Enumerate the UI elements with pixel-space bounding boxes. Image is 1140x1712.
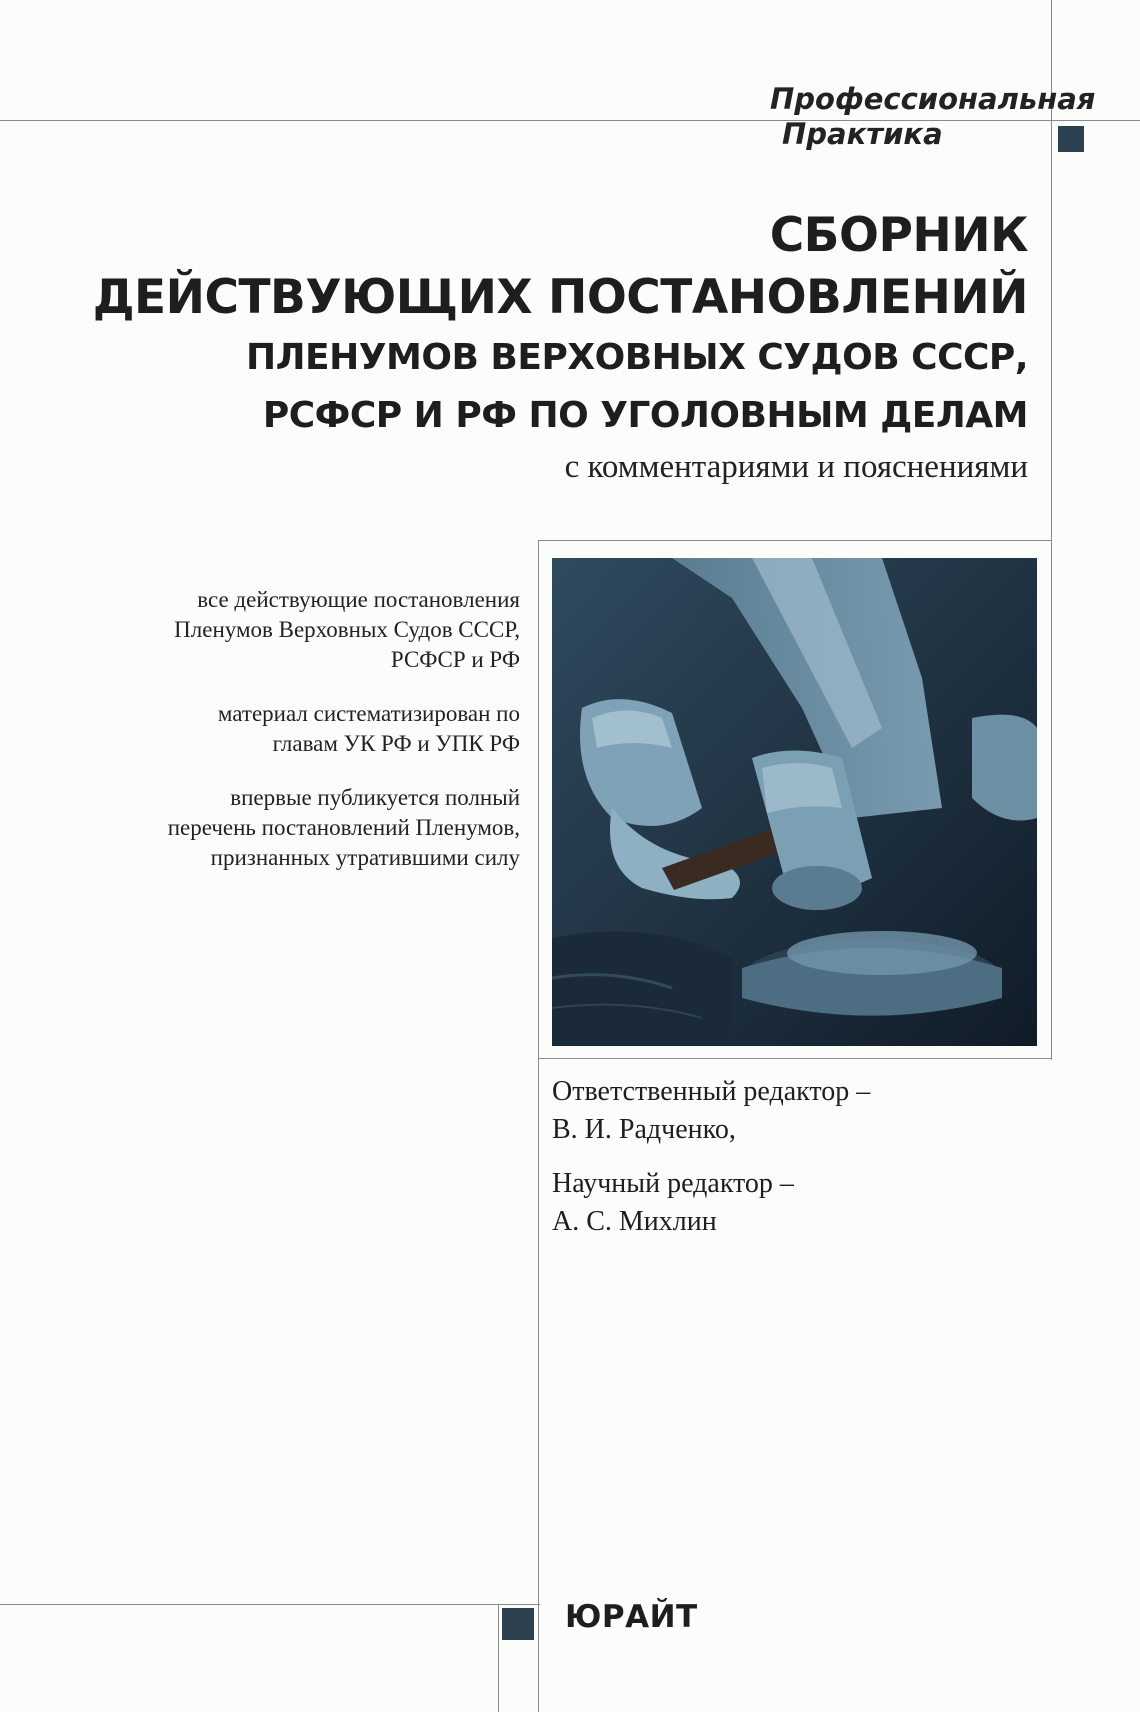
- series-logo: [770, 82, 1095, 152]
- feature-item: [20, 783, 520, 873]
- editors-block: [552, 1073, 870, 1257]
- feature-list: [20, 585, 520, 897]
- series-line-2: Практика: [782, 117, 943, 151]
- publisher-name: ЮРАЙТ: [565, 1599, 698, 1635]
- photo-rule: [538, 1058, 1051, 1059]
- scientific-editor: [552, 1165, 870, 1241]
- responsible-editor-role: Ответственный редактор –: [552, 1076, 871, 1107]
- title-rule: [538, 540, 1051, 541]
- book-title: [28, 205, 1028, 489]
- title-line-3: ПЛЕНУМОВ ВЕРХОВНЫХ СУДОВ СССР,: [246, 337, 1028, 378]
- gavel-illustration: [552, 558, 1037, 1046]
- scientific-editor-name: А. С. Михлин: [552, 1206, 717, 1237]
- bottom-rule: [0, 1604, 540, 1605]
- feature-line: Пленумов Верховных Судов СССР,: [174, 617, 520, 642]
- feature-line: перечень постановлений Пленумов,: [167, 815, 520, 840]
- feature-line: главам УК РФ и УПК РФ: [272, 731, 520, 756]
- bottom-left-rule: [498, 1604, 499, 1712]
- publisher-square-icon: [502, 1608, 534, 1640]
- feature-item: [20, 699, 520, 759]
- title-line-2: ДЕЙСТВУЮЩИХ ПОСТАНОВЛЕНИЙ: [92, 270, 1028, 325]
- feature-line: РСФСР и РФ: [390, 647, 520, 672]
- right-rule: [1051, 0, 1052, 1060]
- feature-line: все действующие постановления: [197, 587, 520, 612]
- responsible-editor-name: В. И. Радченко,: [552, 1114, 736, 1145]
- series-line-1: Профессиональная: [770, 82, 1096, 116]
- center-rule: [538, 540, 539, 1712]
- responsible-editor: [552, 1073, 870, 1149]
- gavel-photo: [552, 558, 1037, 1046]
- title-line-4: РСФСР И РФ ПО УГОЛОВНЫМ ДЕЛАМ: [262, 395, 1028, 436]
- feature-line: впервые публикуется полный: [230, 785, 520, 810]
- subtitle: с комментариями и пояснениями: [564, 449, 1028, 485]
- title-line-1: СБОРНИК: [769, 208, 1028, 263]
- feature-line: признанных утратившими силу: [210, 845, 520, 870]
- scientific-editor-role: Научный редактор –: [552, 1168, 794, 1199]
- feature-item: [20, 585, 520, 675]
- series-square-icon: [1058, 126, 1084, 152]
- feature-line: материал систематизирован по: [217, 701, 520, 726]
